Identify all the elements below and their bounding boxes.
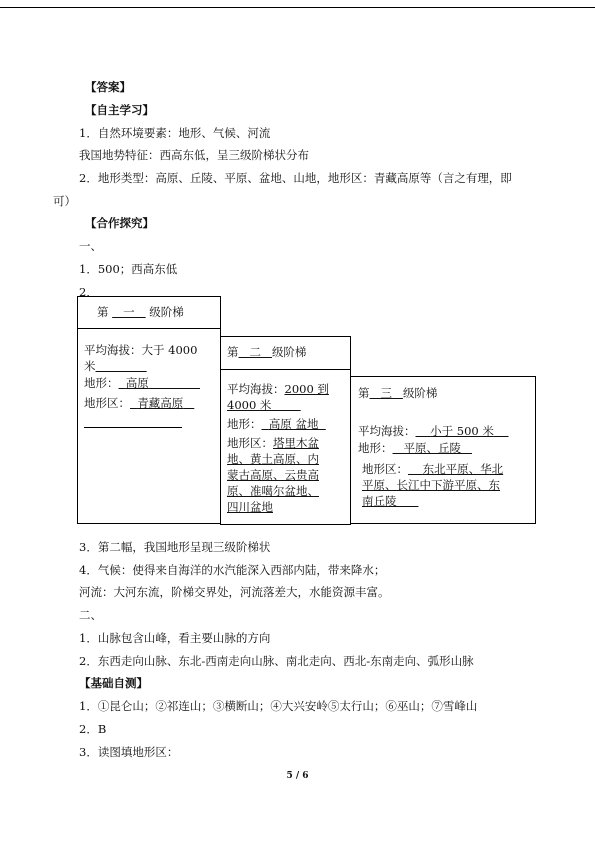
step-three-region: 地形区： 东北平原、华北	[362, 462, 504, 476]
step-three-terrain: 地形： 平原、丘陵	[358, 441, 461, 455]
step-two-title: 第 二 级阶梯	[227, 345, 307, 359]
coop-item-1: 1．500；西高东低	[79, 262, 178, 276]
step-one-title: 第 一 级阶梯	[97, 305, 184, 319]
basic-test-item-3: 3．读图填地形区：	[79, 745, 179, 759]
header-rule	[0, 7, 595, 8]
part-two-label: 二、	[79, 608, 102, 622]
step-three-region-line-2: 平原、长江中下游平原、东	[362, 478, 500, 492]
step-one-terrain: 地形： 高原	[84, 376, 149, 390]
step-two-region: 地形区：塔里木盆	[227, 436, 319, 450]
coop-item-4-river: 河流：大河东流，阶梯交界处，河流落差大，水能资源丰富。	[79, 585, 390, 599]
step-two-region-line-3: 蒙古高原、云贵高	[227, 468, 319, 482]
part-two-item-2: 2．东西走向山脉、东北-西南走向山脉、南北走向、西北-东南走向、弧形山脉	[79, 654, 474, 668]
self-study-line-1: 1．自然环境要素：地形、气候、河流	[79, 126, 271, 140]
basic-test-item-1: 1．①昆仑山；②祁连山；③横断山；④大兴安岭⑤太行山；⑥巫山；⑦雪峰山	[79, 699, 478, 713]
step-two-altitude-cont: 4000 米	[227, 398, 272, 412]
basic-test-heading: 【基础自测】	[79, 676, 148, 690]
step-one-altitude: 平均海拔：大于 4000	[84, 343, 198, 357]
part-one-label: 一、	[79, 239, 102, 253]
step-three-region-line-3: 南丘陵	[362, 494, 397, 508]
page-number: 5 / 6	[286, 771, 309, 781]
coop-item-4: 4．气候：使得来自海洋的水汽能深入西部内陆，带来降水；	[79, 563, 386, 577]
step-two-region-line-4: 原、准噶尔盆地、	[227, 484, 319, 498]
coop-item-2: 2．	[79, 285, 98, 299]
part-two-item-1: 1．山脉包含山峰，看主要山脉的方向	[79, 631, 271, 645]
step-three-altitude: 平均海拔： 小于 500 米	[358, 424, 494, 438]
step-one-altitude-cont: 米	[84, 359, 96, 373]
step-one-region: 地形区： 青藏高原	[84, 396, 184, 410]
self-study-line-3-cont: 可）	[53, 194, 76, 208]
step-one-blank-line	[84, 414, 182, 428]
self-study-line-2: 我国地势特征：西高东低，呈三级阶梯状分布	[79, 148, 309, 162]
step-two-altitude: 平均海拔：2000 到	[227, 382, 329, 396]
cooperative-heading: 【合作探究】	[85, 216, 154, 230]
step-two-region-line-5: 四川盆地	[227, 500, 273, 514]
self-study-line-3: 2．地形类型：高原、丘陵、平原、盆地、山地，地形区：青藏高原等（言之有理，即	[79, 171, 512, 185]
basic-test-item-2: 2．B	[79, 722, 107, 736]
coop-item-3: 3．第二幅，我国地形呈现三级阶梯状	[79, 540, 271, 554]
step-two-region-line-2: 地、黄土高原、内	[227, 452, 319, 466]
step-three-title: 第 三 级阶梯	[358, 386, 438, 400]
step-two-terrain: 地形： 高原 盆地	[227, 417, 319, 431]
answer-heading: 【答案】	[85, 80, 131, 94]
self-study-heading: 【自主学习】	[85, 103, 154, 117]
